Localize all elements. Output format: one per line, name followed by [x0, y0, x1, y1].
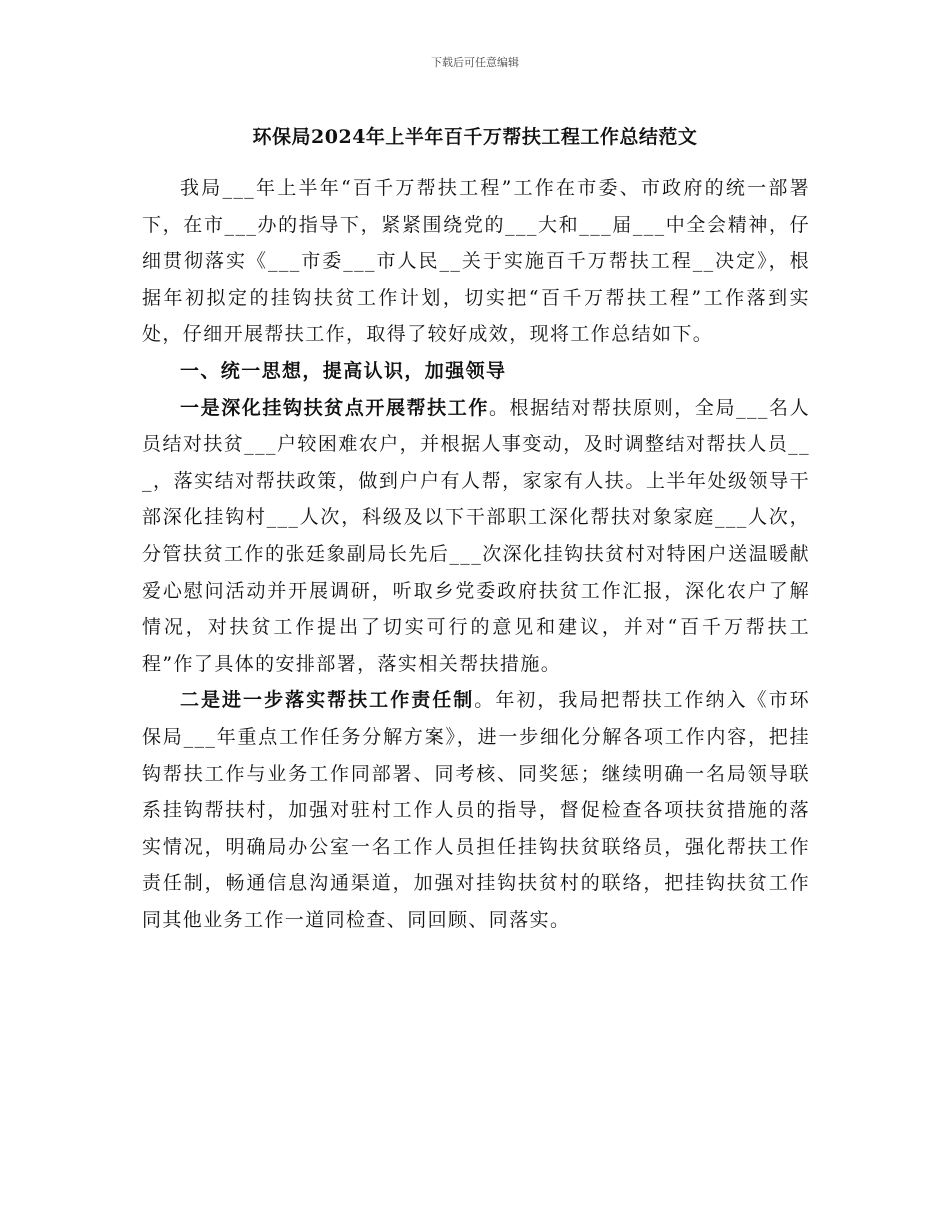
item-paragraph-1: [142, 390, 810, 683]
item-paragraph-2: [142, 682, 810, 938]
item-lead-2: 二是进一步落实帮扶工作责任制: [180, 689, 475, 712]
intro-paragraph: 我局___年上半年“百千万帮扶工程”工作在市委、市政府的统一部署下，在市___办的指导下，紧紧围绕党的___大和___届___中全会精神，仔细贯彻落实《___市委___市人民__关于实施百千万帮扶工程__决定》，根据年初拟定的挂钩扶贫工作计划，切实把“百千万帮扶工程”工作落到实处，仔细开展帮扶工作，取得了较好成效，现将工作总结如下。: [142, 177, 810, 346]
item-text-2: 。年初，我局把帮扶工作纳入《市环保局___年重点工作任务分解方案》，进一步细化分解各项工作内容，把挂钩帮扶工作与业务工作同部署、同考核、同奖惩；继续明确一名局领导联系挂钩帮扶村，加强对驻村工作人员的指导，督促检查各项扶贫措施的落实情况，明确局办公室一名工作人员担任挂钩扶贫联络员，强化帮扶工作责任制，畅通信息沟通渠道，加强对挂钩扶贫村的联络，把挂钩扶贫工作同其他业务工作一道同检查、同回顾、同落实。: [142, 689, 811, 931]
document-body: [142, 170, 810, 938]
item-lead-1: 一是深化挂钩扶贫点开展帮扶工作: [180, 396, 489, 419]
item-text-1: 。根据结对帮扶原则，全局___名人员结对扶贫___户较困难农户，并根据人事变动，及时调整结对帮扶人员___，落实结对帮扶政策，做到户户有人帮，家家有人扶。上半年处级领导干部深化挂钩村___人次，科级及以下干部职工深化帮扶对象家庭___人次，分管扶贫工作的张廷象副局长先后___次深化挂钩扶贫村对特困户送温暖献爱心慰问活动并开展调研，听取乡党委政府扶贫工作汇报，深化农户了解情况，对扶贫工作提出了切实可行的意见和建议，并对“百千万帮扶工程”作了具体的安排部署，落实相关帮扶措施。: [142, 396, 810, 675]
section-heading-1: 一、统一思想，提高认识，加强领导: [180, 359, 507, 382]
document-title: 环保局2024年上半年百千万帮扶工程工作总结范文: [252, 126, 698, 148]
page-header-note: 下载后可任意编辑: [431, 56, 519, 69]
